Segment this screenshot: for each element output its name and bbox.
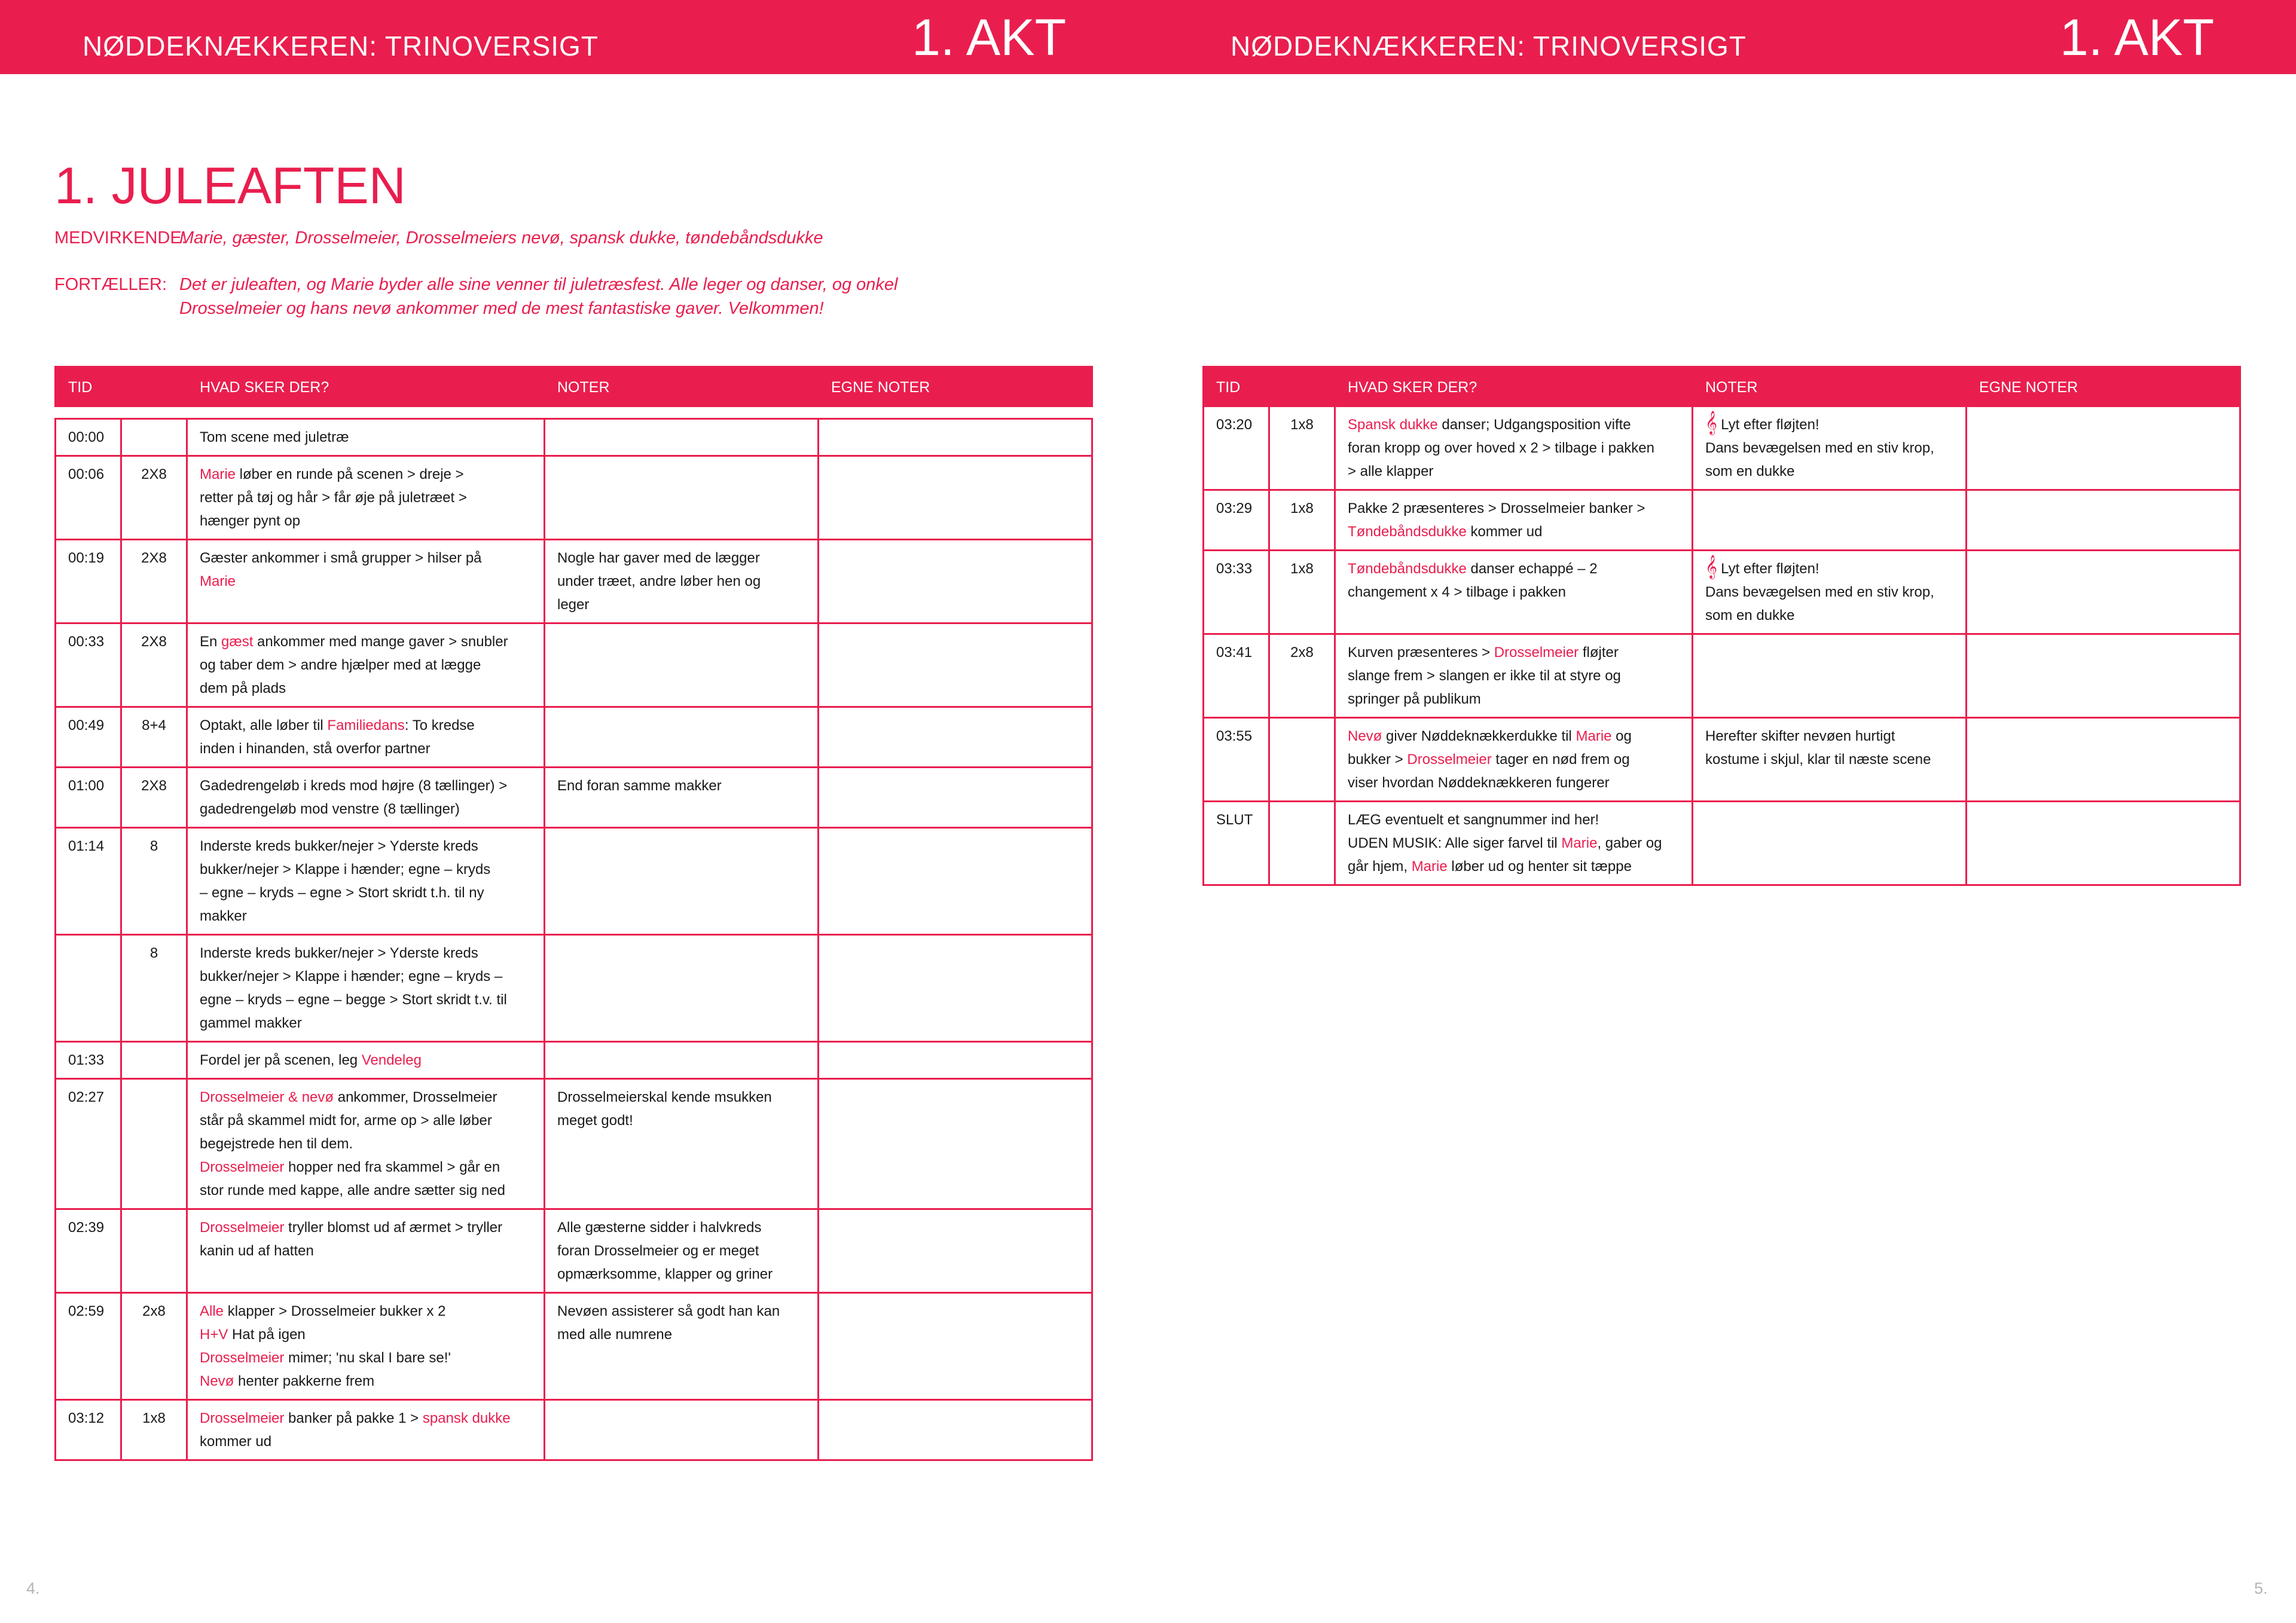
action-cell	[1335, 406, 1693, 490]
action-text: danser echappé – 2 changement x 4 > tilbage i pakken	[1348, 561, 1598, 600]
own-notes-cell[interactable]	[819, 623, 1092, 707]
count-cell: 2X8	[121, 540, 187, 623]
own-notes-cell[interactable]	[1967, 551, 2240, 634]
action-cell	[187, 1400, 545, 1460]
notes-cell	[1693, 551, 1967, 634]
action-text: banker på pakke 1 >	[284, 1410, 423, 1426]
count-cell: 1x8	[1269, 490, 1335, 551]
table-row	[1204, 634, 2240, 718]
own-notes-cell[interactable]	[819, 707, 1092, 768]
action-cell	[1335, 634, 1693, 718]
count-cell: 2x8	[121, 1293, 187, 1400]
act-label: 1. AKT	[912, 9, 1067, 66]
table-row	[56, 456, 1092, 540]
time-cell	[56, 935, 121, 1042]
header-title: NØDDEKNÆKKEREN: TRINOVERSIGT	[83, 30, 599, 62]
action-cell	[187, 456, 545, 540]
count-cell: 1x8	[121, 1400, 187, 1460]
own-notes-cell[interactable]	[819, 1209, 1092, 1293]
action-text: ankommer, Drosselmeier står på skammel midt for, arme op > alle løber begejstrede hen til dem.	[200, 1089, 497, 1152]
role-highlight: Drosselmeier	[200, 1159, 285, 1175]
action-cell	[187, 935, 545, 1042]
time-cell: 03:12	[56, 1400, 121, 1460]
action-text: tryller blomst ud af ærmet > tryller kanin ud af hatten	[200, 1219, 503, 1259]
action-cell	[1335, 551, 1693, 634]
time-cell: 00:00	[56, 419, 121, 456]
notes-text: Alle gæsterne sidder i halvkreds foran Drosselmeier og er meget opmærksomme, klapper og griner	[557, 1219, 773, 1282]
role-highlight: Marie	[1411, 858, 1448, 875]
role-highlight: Drosselmeier	[1407, 751, 1492, 768]
action-text: : To kredse inden i hinanden, stå overfor partner	[200, 717, 475, 757]
notes-text: End foran samme makker	[557, 778, 722, 794]
table-row	[56, 540, 1092, 623]
role-highlight: Drosselmeier	[200, 1410, 285, 1426]
role-highlight: Nevø	[200, 1373, 234, 1389]
own-notes-cell[interactable]	[819, 540, 1092, 623]
header-what: HVAD SKER DER?	[1335, 367, 1693, 406]
action-text: henter pakkerne frem	[234, 1373, 375, 1389]
treble-clef-icon: 𝄞	[1705, 555, 1718, 579]
narrator-label: FORTÆLLER:	[54, 275, 167, 294]
role-highlight: Drosselmeier & nevø	[200, 1089, 334, 1105]
time-cell: 03:29	[1204, 490, 1269, 551]
table-row	[56, 935, 1092, 1042]
count-cell	[121, 1042, 187, 1079]
table-row	[1204, 551, 2240, 634]
action-cell	[187, 540, 545, 623]
role-highlight: Marie	[200, 466, 236, 482]
notes-cell	[1693, 718, 1967, 802]
own-notes-cell[interactable]	[1967, 802, 2240, 885]
notes-cell	[545, 1079, 819, 1209]
action-text: Gæster ankommer i små grupper > hilser på	[200, 550, 482, 566]
action-text: hopper ned fra skammel > går en stor runde med kappe, alle andre sætter sig ned	[200, 1159, 505, 1199]
count-cell: 1x8	[1269, 551, 1335, 634]
action-text: tager en nød frem og viser hvordan Nøddeknækkeren fungerer	[1348, 751, 1630, 791]
time-cell: 00:33	[56, 623, 121, 707]
steps-table-left	[54, 366, 1093, 1461]
treble-clef-icon: 𝄞	[1705, 411, 1718, 435]
notes-cell	[545, 1400, 819, 1460]
action-text: Hat på igen	[232, 1326, 306, 1343]
table-row	[56, 1079, 1092, 1209]
action-text: Kurven præsenteres >	[1348, 644, 1494, 661]
action-text: giver Nøddeknækkerdukke til	[1382, 728, 1576, 744]
count-cell: 2X8	[121, 768, 187, 828]
action-cell	[187, 768, 545, 828]
table-row	[56, 1400, 1092, 1460]
role-highlight: Drosselmeier	[200, 1219, 285, 1236]
role-highlight: Nevø	[1348, 728, 1382, 744]
action-cell	[1335, 802, 1693, 885]
header-bar	[0, 0, 1148, 74]
header-tid: TID	[56, 367, 187, 406]
narrator-line-1: Det er juleaften, og Marie byder alle sine venner til juletræsfest. Alle leger og danser, og onkel	[179, 275, 898, 294]
table-row	[56, 419, 1092, 456]
own-notes-cell[interactable]	[819, 456, 1092, 540]
action-text: Pakke 2 præsenteres > Drosselmeier banker >	[1348, 500, 1645, 516]
notes-cell	[545, 419, 819, 456]
count-cell: 2X8	[121, 456, 187, 540]
notes-cell	[545, 623, 819, 707]
notes-text: Nevøen assisterer så godt han kan med alle numrene	[557, 1303, 780, 1343]
time-cell: 02:39	[56, 1209, 121, 1293]
time-cell: SLUT	[1204, 802, 1269, 885]
own-notes-cell[interactable]	[819, 935, 1092, 1042]
notes-cell	[1693, 406, 1967, 490]
role-highlight: H+V	[200, 1326, 228, 1343]
action-text: En	[200, 634, 222, 650]
own-notes-cell[interactable]	[819, 419, 1092, 456]
own-notes-cell[interactable]	[1967, 718, 2240, 802]
narrator-line-2: Drosselmeier og hans nevø ankommer med de mest fantastiske gaver. Velkommen!	[179, 299, 824, 318]
header-egne: EGNE NOTER	[819, 367, 1092, 406]
notes-text: Lyt efter fløjten! Dans bevægelsen med en stiv krop, som en dukke	[1705, 561, 1934, 623]
table-row	[56, 828, 1092, 935]
notes-cell	[545, 828, 819, 935]
scene-heading: 1. JULEAFTEN	[54, 157, 406, 215]
time-cell: 01:33	[56, 1042, 121, 1079]
role-highlight: Alle	[200, 1303, 224, 1319]
action-text: Fordel jer på scenen, leg	[200, 1052, 362, 1068]
role-highlight: gæst	[221, 634, 254, 650]
action-cell	[187, 828, 545, 935]
notes-text: Drosselmeierskal kende msukken meget godt!	[557, 1089, 772, 1129]
cast-label: MEDVIRKENDE:	[54, 228, 187, 247]
own-notes-cell[interactable]	[819, 1400, 1092, 1460]
table-row	[56, 768, 1092, 828]
time-cell: 00:49	[56, 707, 121, 768]
time-cell: 02:27	[56, 1079, 121, 1209]
action-cell	[187, 1209, 545, 1293]
right-page	[1148, 0, 2296, 1623]
page-number-left: 4.	[26, 1579, 40, 1597]
table-row	[56, 1293, 1092, 1400]
role-highlight: Marie	[1561, 835, 1598, 851]
count-cell	[1269, 718, 1335, 802]
action-text: fløjter slange frem > slangen er ikke til at styre og springer på publikum	[1348, 644, 1621, 707]
action-text: Inderste kreds bukker/nejer > Yderste kreds bukker/nejer > Klappe i hænder; egne – kryds – egne – kryds – egne – begge > Stort skridt t.v. til gammel makker	[200, 945, 507, 1031]
notes-text: Lyt efter fløjten! Dans bevægelsen med en stiv krop, som en dukke	[1705, 417, 1934, 479]
role-highlight: Drosselmeier	[1494, 644, 1579, 661]
notes-text: Nogle har gaver med de lægger under træet, andre løber hen og leger	[557, 550, 761, 613]
time-cell: 03:41	[1204, 634, 1269, 718]
action-text: løber en runde på scenen > dreje > retter på tøj og hår > får øje på juletræet > hænger pynt op	[200, 466, 467, 529]
own-notes-cell[interactable]	[819, 768, 1092, 828]
role-highlight: Marie	[200, 573, 236, 589]
action-text: Inderste kreds bukker/nejer > Yderste kreds bukker/nejer > Klappe i hænder; egne – kryds – egne – kryds – egne > Stort skridt t.h. til ny makker	[200, 838, 491, 924]
action-text: mimer; 'nu skal I bare se!'	[288, 1350, 451, 1366]
header-noter: NOTER	[1693, 367, 1967, 406]
time-cell: 03:33	[1204, 551, 1269, 634]
table-header-row	[56, 367, 1092, 406]
role-highlight: Vendeleg	[361, 1052, 422, 1068]
table-row	[1204, 490, 2240, 551]
count-cell: 2X8	[121, 623, 187, 707]
time-cell: 03:55	[1204, 718, 1269, 802]
table-row	[56, 707, 1092, 768]
count-cell	[121, 1209, 187, 1293]
table-row	[56, 1209, 1092, 1293]
count-cell	[121, 419, 187, 456]
table-row	[1204, 718, 2240, 802]
action-text: kommer ud	[1466, 524, 1543, 540]
action-cell	[187, 623, 545, 707]
steps-table-right	[1202, 366, 2241, 886]
cast-list: Marie, gæster, Drosselmeier, Drosselmeiers nevø, spansk dukke, tøndebåndsdukke	[179, 228, 823, 247]
page-number-right: 5.	[2254, 1579, 2268, 1597]
time-cell: 03:20	[1204, 406, 1269, 490]
header-egne: EGNE NOTER	[1967, 367, 2240, 406]
action-text: danser; Udgangsposition vifte foran kropp og over hoved x 2 > tilbage i pakken > alle klapper	[1348, 417, 1654, 479]
role-highlight: Tøndebåndsdukke	[1348, 561, 1467, 577]
action-text: kommer ud	[200, 1434, 272, 1450]
table-header-row	[1204, 367, 2240, 406]
own-notes-cell[interactable]	[819, 1042, 1092, 1079]
header-tid: TID	[1204, 367, 1335, 406]
notes-cell	[545, 935, 819, 1042]
notes-text: Herefter skifter nevøen hurtigt kostume i skjul, klar til næste scene	[1705, 728, 1931, 768]
notes-cell	[545, 540, 819, 623]
count-cell	[121, 1079, 187, 1209]
table-row	[56, 1042, 1092, 1079]
action-text: Gadedrengeløb i kreds mod højre (8 tællinger) > gadedrengeløb mod venstre (8 tællinger)	[200, 778, 508, 817]
action-text: LÆG eventuelt et sangnummer ind her! UDEN MUSIK: Alle siger farvel til	[1348, 812, 1599, 851]
time-cell: 02:59	[56, 1293, 121, 1400]
role-highlight: Marie	[1576, 728, 1612, 744]
action-text: , gaber og går hjem,	[1348, 835, 1662, 875]
role-highlight: Drosselmeier	[200, 1350, 285, 1366]
action-cell	[1335, 718, 1693, 802]
action-text: og bukker >	[1348, 728, 1632, 768]
own-notes-cell[interactable]	[1967, 406, 2240, 490]
action-cell	[187, 1079, 545, 1209]
table-row	[1204, 802, 2240, 885]
role-highlight: Familiedans	[327, 717, 405, 733]
action-cell	[187, 1042, 545, 1079]
action-text: Tom scene med juletræ	[200, 429, 349, 445]
count-cell	[1269, 802, 1335, 885]
time-cell: 01:00	[56, 768, 121, 828]
header-title: NØDDEKNÆKKEREN: TRINOVERSIGT	[1231, 30, 1747, 62]
own-notes-cell[interactable]	[819, 1293, 1092, 1400]
notes-cell	[545, 768, 819, 828]
own-notes-cell[interactable]	[819, 1079, 1092, 1209]
header-what: HVAD SKER DER?	[187, 367, 545, 406]
action-text: løber ud og henter sit tæppe	[1447, 858, 1632, 875]
count-cell: 8+4	[121, 707, 187, 768]
notes-cell	[545, 456, 819, 540]
time-cell: 01:14	[56, 828, 121, 935]
notes-cell	[545, 707, 819, 768]
action-cell	[1335, 490, 1693, 551]
notes-cell	[545, 1293, 819, 1400]
act-label: 1. AKT	[2060, 9, 2215, 66]
table-row	[56, 623, 1092, 707]
own-notes-cell[interactable]	[1967, 490, 2240, 551]
table-row	[1204, 406, 2240, 490]
header-bar	[1148, 0, 2296, 74]
action-cell	[187, 1293, 545, 1400]
action-text: ankommer med mange gaver > snubler og taber dem > andre hjælper med at lægge dem på plads	[200, 634, 508, 696]
role-highlight: Tøndebåndsdukke	[1348, 524, 1467, 540]
role-highlight: Spansk dukke	[1348, 417, 1438, 433]
count-cell: 8	[121, 935, 187, 1042]
count-cell: 1x8	[1269, 406, 1335, 490]
header-noter: NOTER	[545, 367, 819, 406]
action-text: klapper > Drosselmeier bukker x 2	[227, 1303, 446, 1319]
own-notes-cell[interactable]	[819, 828, 1092, 935]
action-cell	[187, 707, 545, 768]
time-cell: 00:19	[56, 540, 121, 623]
role-highlight: spansk dukke	[422, 1410, 511, 1426]
action-text: Optakt, alle løber til	[200, 717, 328, 733]
time-cell: 00:06	[56, 456, 121, 540]
notes-cell	[1693, 802, 1967, 885]
notes-cell	[545, 1209, 819, 1293]
notes-cell	[1693, 490, 1967, 551]
notes-cell	[545, 1042, 819, 1079]
notes-cell	[1693, 634, 1967, 718]
action-cell	[187, 419, 545, 456]
count-cell: 2x8	[1269, 634, 1335, 718]
count-cell: 8	[121, 828, 187, 935]
own-notes-cell[interactable]	[1967, 634, 2240, 718]
